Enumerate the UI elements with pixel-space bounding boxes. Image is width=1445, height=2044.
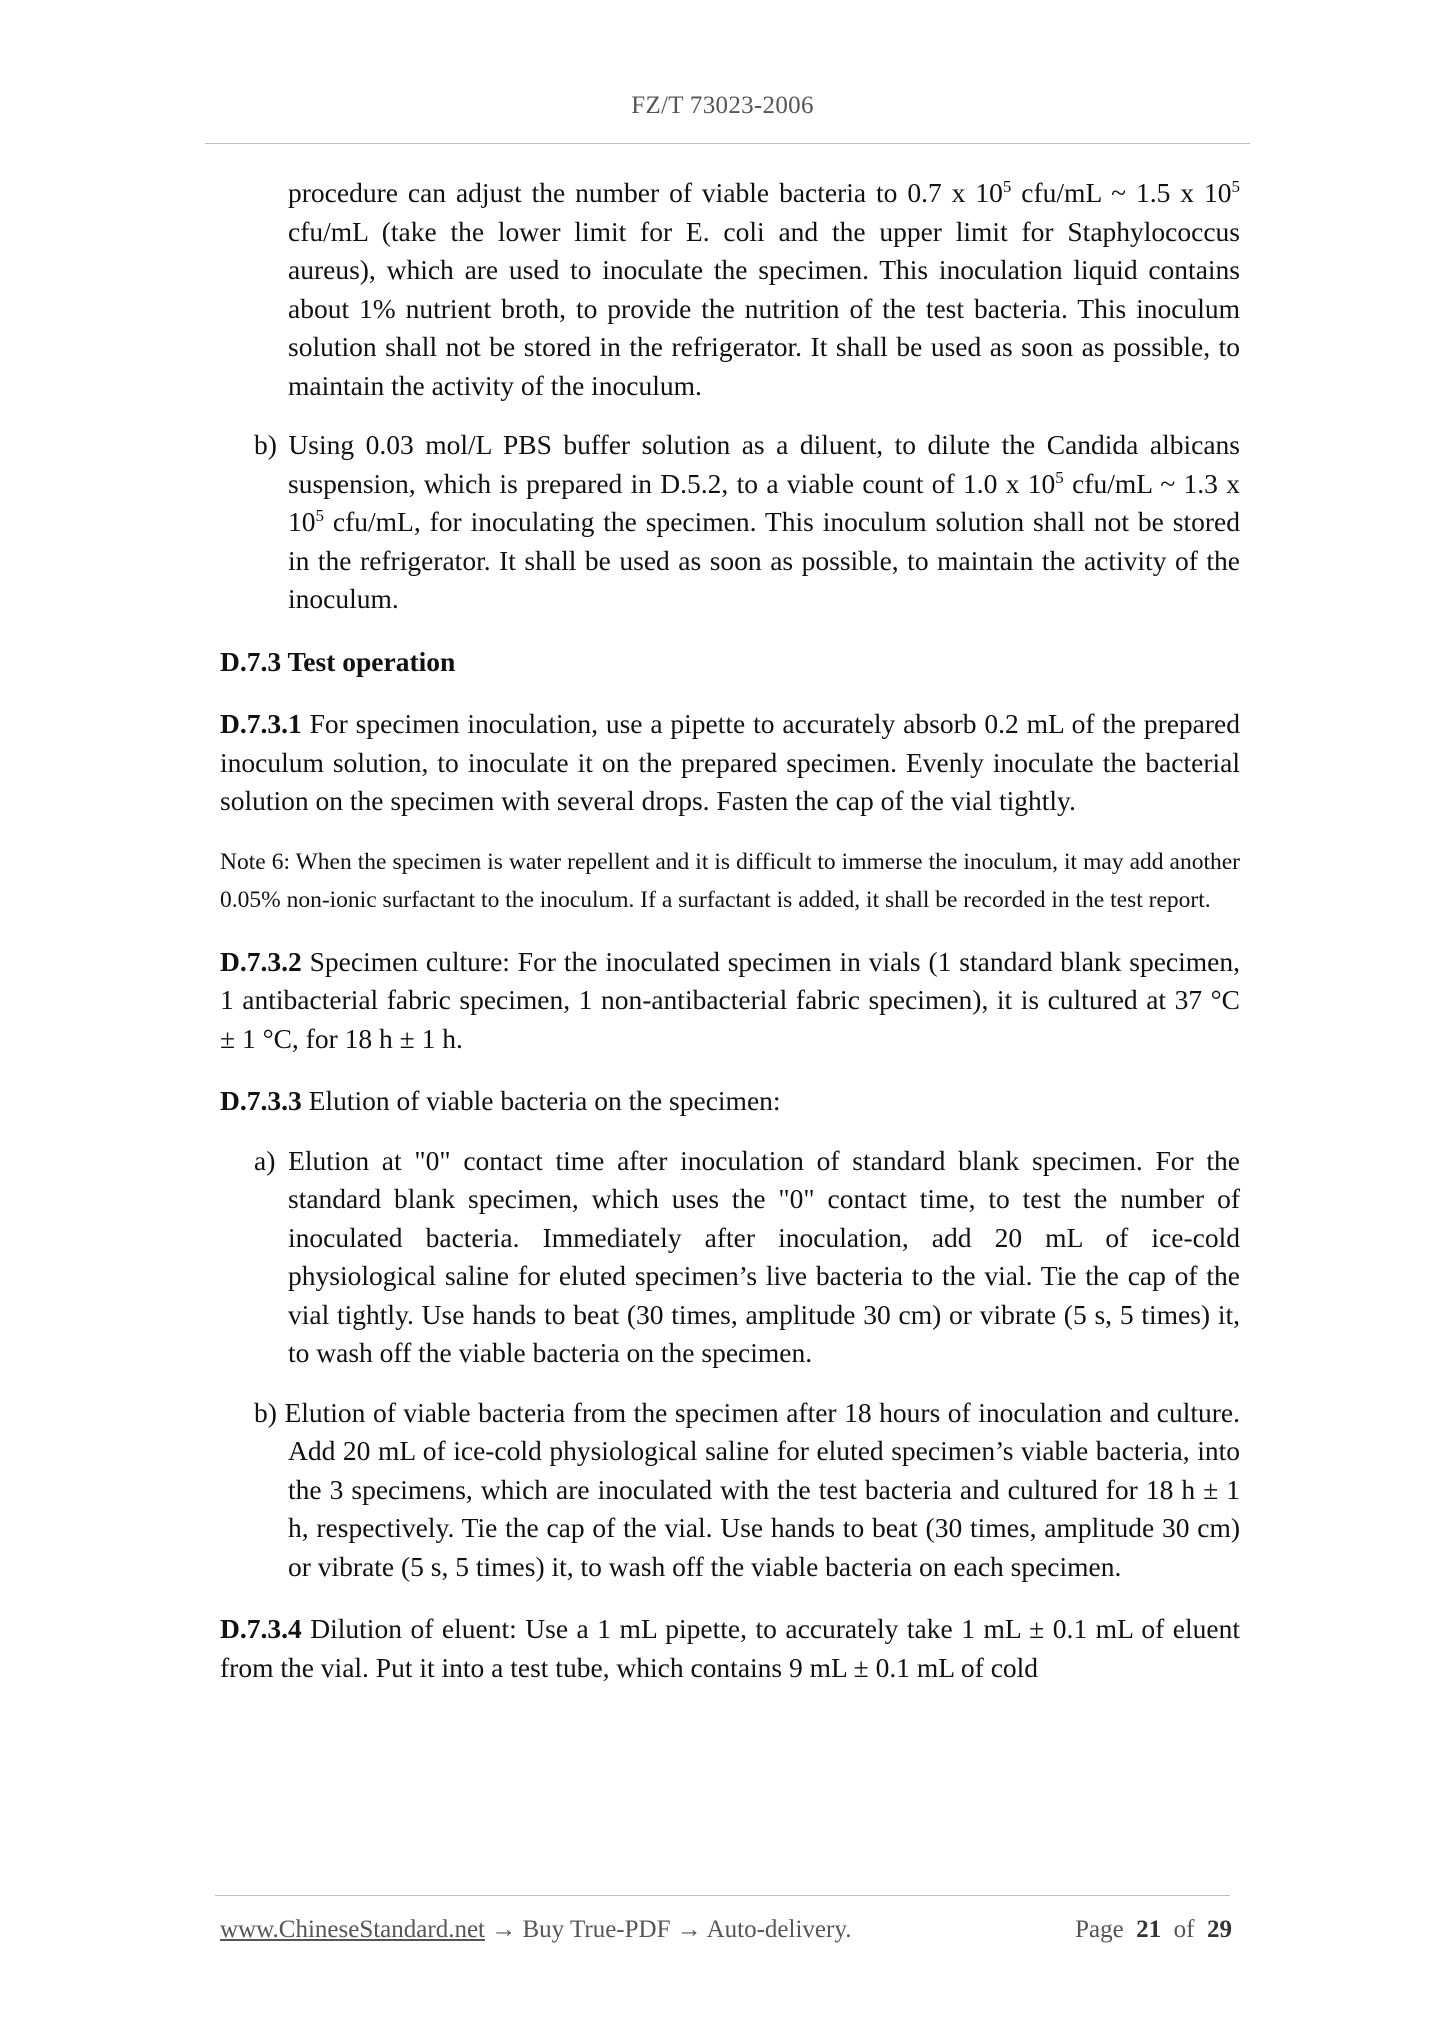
clause-text: Specimen culture: For the inoculated specimen in vials (1 standard blank specimen, 1 antibacterial fabric specimen, 1 non-antibacterial fabric specimen), it is cultured at 37 °C ± 1 °C, for 18 h ± 1 h.: [220, 945, 1240, 1054]
section-heading-d73: D.7.3 Test operation: [220, 645, 456, 677]
page-number: [1075, 1916, 1232, 1944]
auto-delivery-text: Auto-delivery.: [706, 1916, 852, 1943]
arrow-icon: →: [485, 1916, 523, 1943]
list-item-b-candida: [220, 426, 1240, 619]
current-page: 21: [1136, 1916, 1162, 1943]
footer-divider: [215, 1895, 1230, 1896]
text: cfu/mL ~ 1.5 x 10: [1011, 177, 1232, 208]
website-link[interactable]: www.ChineseStandard.net: [220, 1916, 485, 1943]
list-item-a-elution-zero: a) Elution at "0" contact time after inoculation of standard blank specimen. For the standard blank specimen, which uses the "0" contact time, to test the number of inoculated bacteria. Immediately after inoculation, add 20 mL of ice-cold physiological saline for eluted specimen’s live bacteria to the vial. Tie the cap of the vial tightly. Use hands to beat (30 times, amplitude 30 cm) or vibrate (5 s, 5 times) it, to wash off the viable bacteria on the specimen.: [254, 1144, 1240, 1368]
note-6: Note 6: When the specimen is water repellent and it is difficult to immerse the inoculum, it may add another 0.05% non-ionic surfactant to the inoculum. If a surfactant is added, it shall be recorded in the test report.: [220, 848, 1240, 913]
text: b) Using 0.03 mol/L PBS buffer solution as a diluent, to dilute the Candida albicans suspension, which is prepared in D.5.2, to a viable count of 1.0 x 10: [254, 429, 1240, 499]
buy-pdf-text: Buy True-PDF: [522, 1916, 671, 1943]
of-label: of: [1173, 1916, 1195, 1943]
superscript: 5: [1055, 467, 1064, 487]
page-header: FZ/T 73023-2006: [631, 92, 814, 119]
clause-text: Elution of viable bacteria on the specimen:: [301, 1085, 781, 1116]
superscript: 5: [1231, 176, 1240, 196]
page-content: [220, 174, 1240, 1687]
paragraph-inoculum-procedure: [220, 174, 1240, 405]
header-divider: [205, 143, 1250, 144]
text: cfu/mL (take the lower limit for E. coli and the upper limit for Staphylococcus aureus), which are used to inoculate the specimen. This inoculation liquid contains about 1% nutrient broth, to provide the nutrition of the test bacteria. This inoculum solution shall not be stored in the refrigerator. It shall be used as soon as possible, to maintain the activity of the inoculum.: [288, 215, 1240, 401]
clause-d732: [220, 943, 1240, 1059]
text: cfu/mL, for inoculating the specimen. This inoculum solution shall not be stored in the refrigerator. It shall be used as soon as possible, to maintain the activity of the inoculum.: [288, 506, 1240, 614]
clause-text: Dilution of eluent: Use a 1 mL pipette, to accurately take 1 mL ± 0.1 mL of eluent from the vial. Put it into a test tube, which contains 9 mL ± 0.1 mL of cold: [220, 1613, 1240, 1683]
superscript: 5: [315, 505, 324, 525]
clause-number: D.7.3.3: [220, 1085, 302, 1116]
list-item-b-elution-18h: b) Elution of viable bacteria from the specimen after 18 hours of inoculation and culture. Add 20 mL of ice-cold physiological saline for eluted specimen’s viable bacteria, into the 3 specimens, which are inoculated with the test bacteria and cultured for 18 h ± 1 h, respectively. Tie the cap of the vial. Use hands to beat (30 times, amplitude 30 cm) or vibrate (5 s, 5 times) it, to wash off the viable bacteria on each specimen.: [254, 1396, 1240, 1582]
clause-d731: [220, 705, 1240, 821]
clause-d733: [220, 1082, 1240, 1121]
clause-number: D.7.3.2: [220, 945, 302, 977]
clause-text: For specimen inoculation, use a pipette to accurately absorb 0.2 mL of the prepared inoculum solution, to inoculate it on the prepared specimen. Evenly inoculate the bacterial solution on the specimen with several drops. Fasten the cap of the vial tightly.: [220, 708, 1240, 816]
superscript: 5: [1002, 176, 1012, 196]
clause-number: D.7.3.4: [220, 1613, 302, 1644]
arrow-icon: →: [670, 1916, 707, 1943]
footer-promo: [220, 1916, 851, 1944]
text: cfu/mL ~ 1.3 x 10: [288, 467, 1240, 537]
page-label: Page: [1075, 1916, 1124, 1943]
text: procedure can adjust the number of viable bacteria to 0.7 x 10: [288, 177, 1003, 208]
clause-d734: [220, 1610, 1240, 1687]
total-pages: 29: [1207, 1916, 1232, 1943]
clause-number: D.7.3.1: [220, 708, 302, 739]
